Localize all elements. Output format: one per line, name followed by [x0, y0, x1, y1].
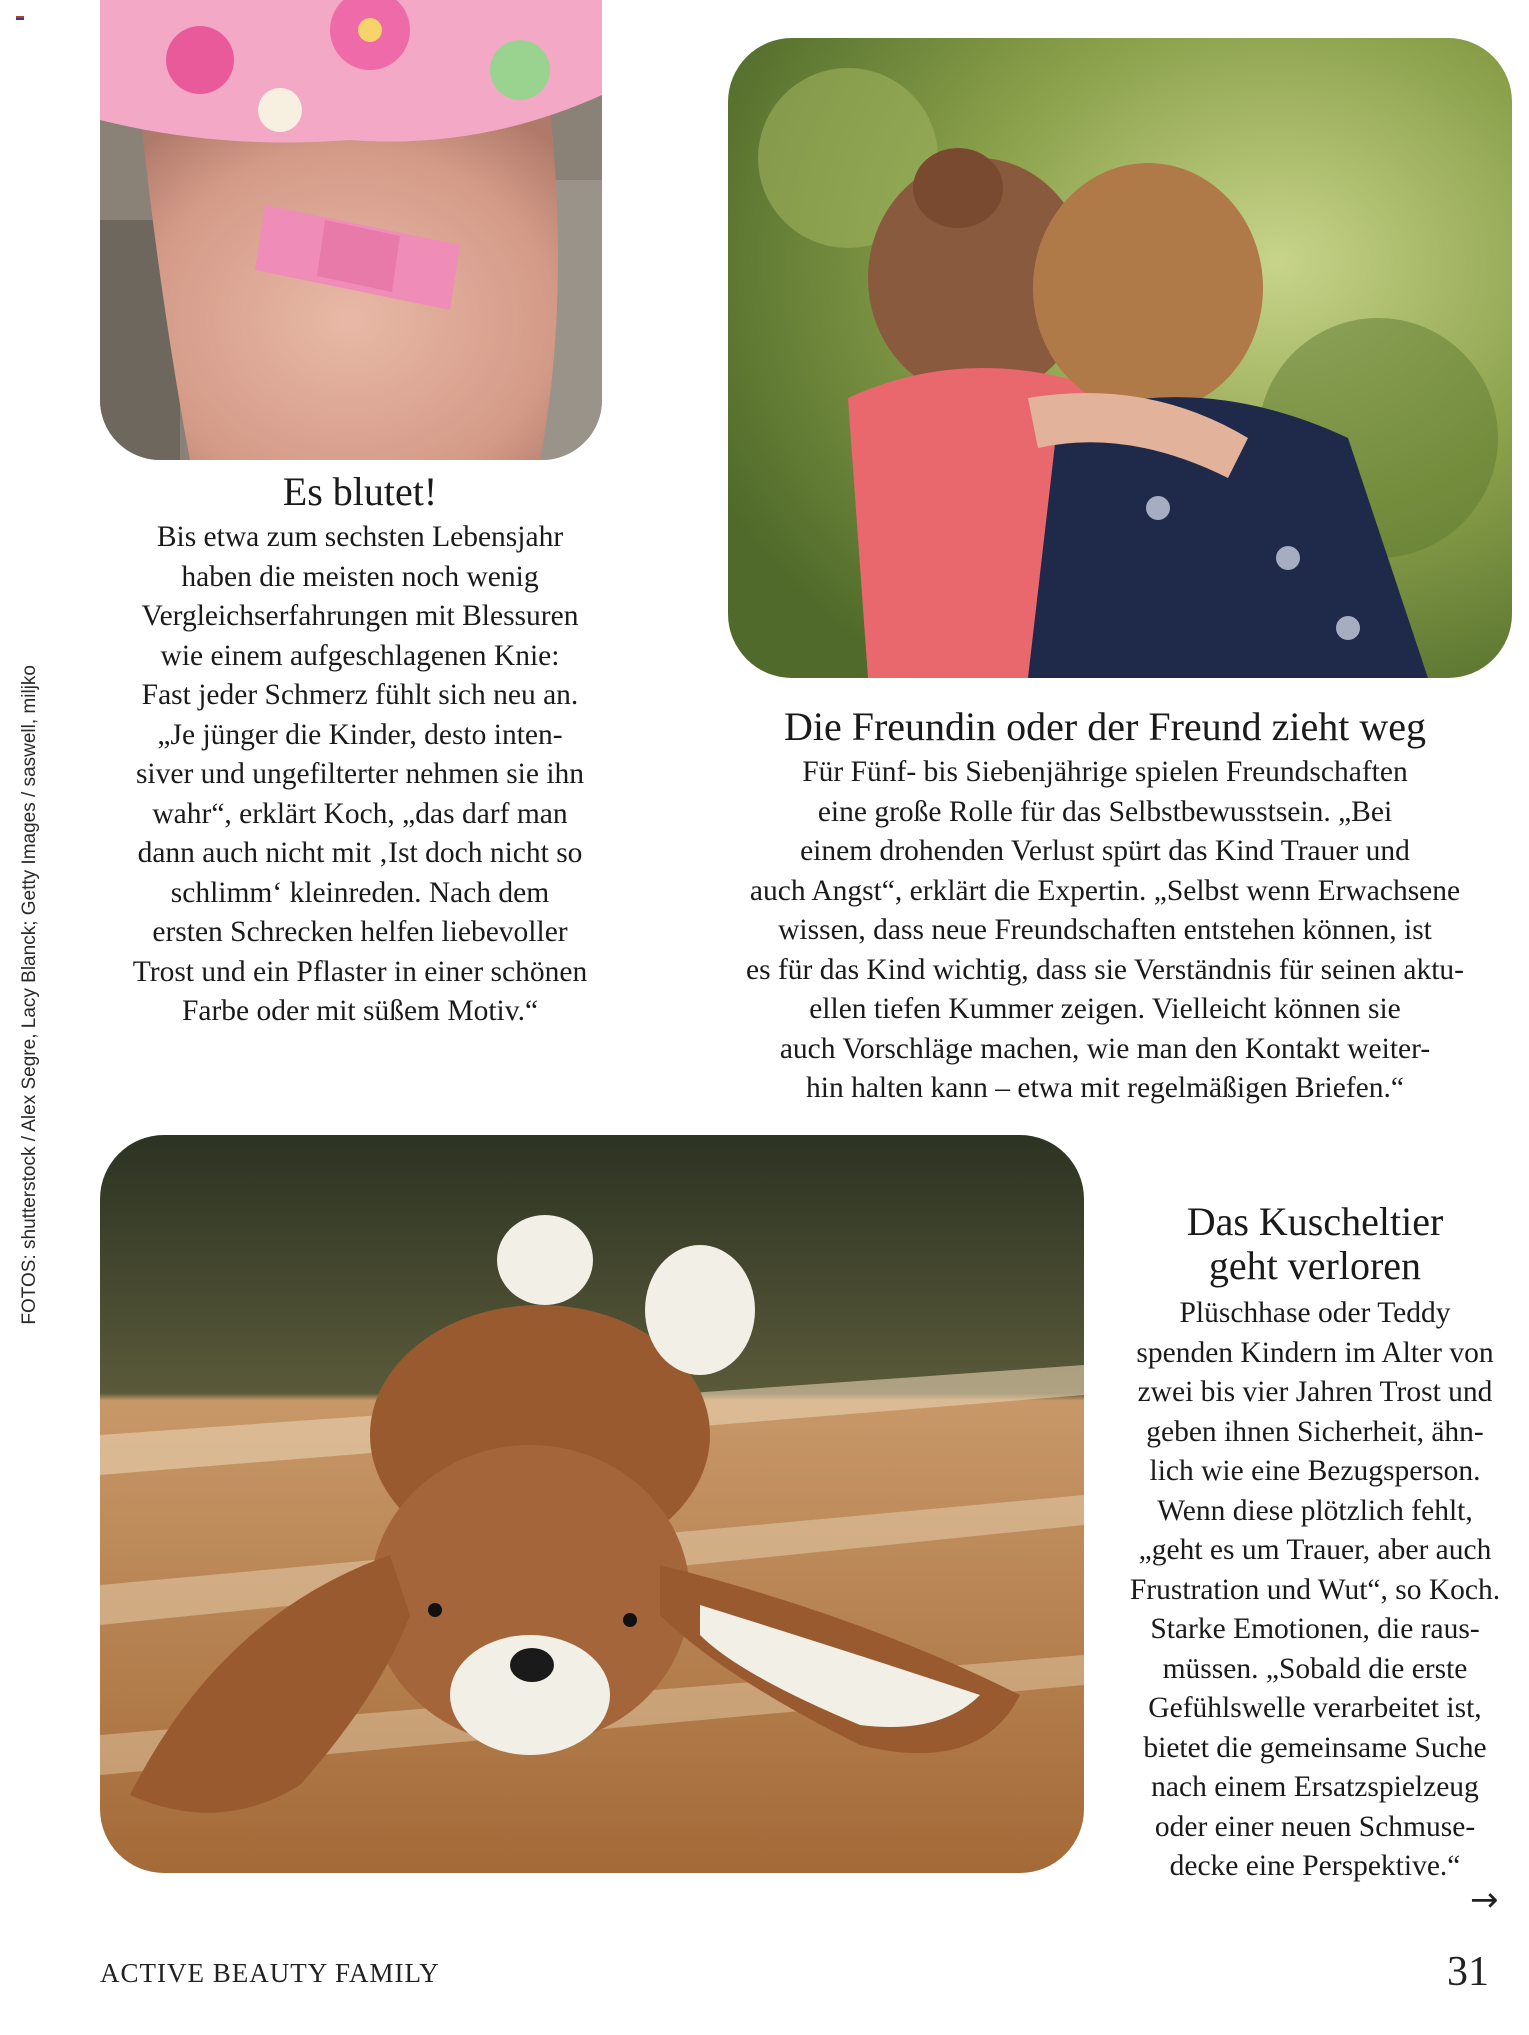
body-line: haben die meisten noch wenig: [181, 560, 539, 593]
continue-arrow-icon: →: [1470, 1880, 1499, 1920]
body-line: wissen, dass neue Freundschaften entstehen können, ist: [778, 914, 1432, 946]
section-friend-moves-heading: Die Freundin oder der Freund zieht weg: [783, 704, 1427, 749]
body-line: siver und ungefilterter nehmen sie ihn: [135, 758, 585, 790]
body-line: wahr“, erklärt Koch, „das darf man: [152, 797, 568, 830]
heading-line: Das Kuscheltier: [1186, 1199, 1444, 1244]
body-line: geben ihnen Sicherheit, ähn-: [1146, 1415, 1484, 1448]
body-line: Frustration und Wut“, so Koch.: [1129, 1573, 1501, 1606]
body-line: zwei bis vier Jahren Trost und: [1137, 1376, 1493, 1408]
color-mark: [16, 16, 24, 22]
body-line: lich wie eine Bezugsperson.: [1149, 1455, 1481, 1487]
body-line: schlimm‘ kleinreden. Nach dem: [170, 876, 550, 909]
body-line: Plüschhase oder Teddy: [1179, 1297, 1451, 1329]
plush-bunny-photo: [100, 1135, 1084, 1873]
heading-line: geht verloren: [1208, 1243, 1422, 1288]
body-line: nach einem Ersatzspielzeug: [1151, 1771, 1479, 1803]
body-line: oder einer neuen Schmuse-: [1154, 1810, 1476, 1843]
body-line: Gefühlswelle verarbeitet ist,: [1148, 1692, 1482, 1724]
section-bleeding-heading: Es blutet!: [282, 469, 438, 514]
body-line: Farbe oder mit süßem Motiv.“: [181, 995, 539, 1027]
body-line: hin halten kann – etwa mit regelmäßigen Briefen.“: [806, 1072, 1404, 1104]
body-line: ersten Schrecken helfen liebevoller: [152, 916, 568, 948]
body-line: müssen. „Sobald die erste: [1162, 1652, 1468, 1685]
body-line: auch Vorschläge machen, wie man den Kontakt weiter-: [779, 1032, 1431, 1065]
body-line: dann auch nicht mit ‚Ist doch nicht so: [137, 837, 583, 869]
section-bleeding: [60, 470, 660, 1032]
magazine-name: ACTIVE BEAUTY FAMILY: [100, 1958, 440, 1988]
photo-credit: FOTOS: shutterstock / Alex Segre, Lacy Blanck; Getty Images / saswell, miljko: [19, 665, 40, 1325]
page-number: 31: [1447, 1949, 1489, 1995]
body-line: es für das Kind wichtig, dass sie Verständnis für seinen aktu-: [746, 953, 1464, 986]
body-line: auch Angst“, erklärt die Expertin. „Selbst wenn Erwachsene: [749, 874, 1461, 907]
body-line: Für Fünf- bis Siebenjährige spielen Freundschaften: [802, 756, 1408, 788]
body-line: Starke Emotionen, die raus-: [1150, 1613, 1480, 1645]
body-line: ellen tiefen Kummer zeigen. Vielleicht können sie: [809, 993, 1401, 1025]
body-line: Bis etwa zum sechsten Lebensjahr: [156, 521, 564, 553]
body-line: „Je jünger die Kinder, desto inten-: [157, 718, 563, 751]
body-line: decke eine Perspektive.“: [1169, 1850, 1461, 1882]
body-line: bietet die gemeinsame Suche: [1143, 1731, 1487, 1764]
section-friend-moves: [690, 705, 1520, 1109]
children-hugging-photo: [728, 38, 1512, 678]
body-line: spenden Kindern im Alter von: [1136, 1336, 1494, 1369]
body-line: Wenn diese plötzlich fehlt,: [1157, 1494, 1473, 1527]
body-line: „geht es um Trauer, aber auch: [1138, 1534, 1492, 1566]
bandage-knee-photo: [100, 0, 602, 460]
body-line: Trost und ein Pflaster in einer schönen: [132, 955, 588, 988]
body-line: eine große Rolle für das Selbstbewusstsein. „Bei: [817, 795, 1393, 828]
section-lost-plush: [1100, 1200, 1529, 1887]
body-line: Fast jeder Schmerz fühlt sich neu an.: [141, 679, 579, 711]
section-lost-plush-heading: [1100, 1200, 1529, 1288]
body-line: Vergleichserfahrungen mit Blessuren: [141, 600, 579, 632]
body-line: wie einem aufgeschlagenen Knie:: [160, 639, 560, 672]
body-line: einem drohenden Verlust spürt das Kind Trauer und: [800, 835, 1410, 867]
